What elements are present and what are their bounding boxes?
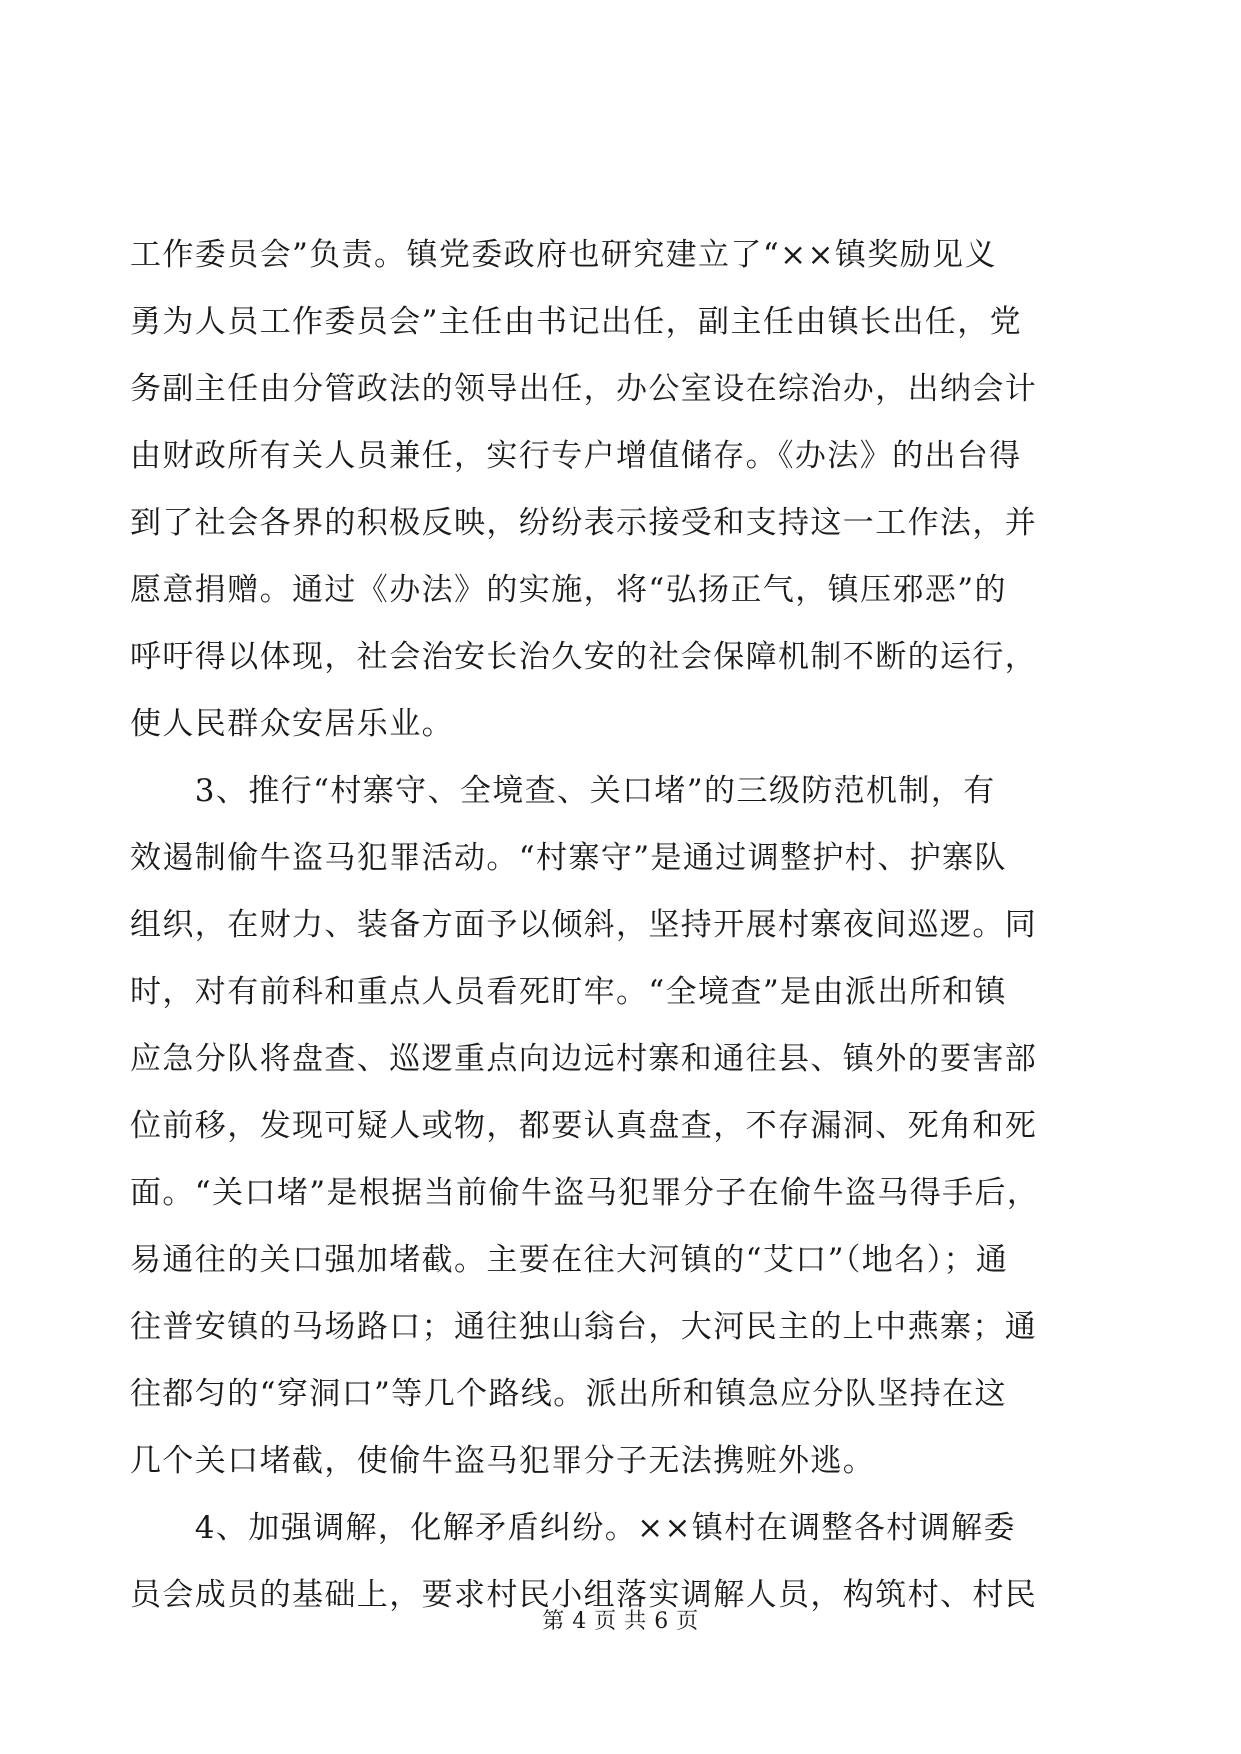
- text-line: 务副主任由分管政法的领导出任，办公室设在综治办，出纳会计: [130, 371, 1038, 407]
- text-line: 往普安镇的马场路口；通往独山翁台，大河民主的上中燕寨；通: [130, 1309, 1038, 1345]
- paragraph-4-first-line: 4、加强调解，化解矛盾纠纷。××镇村在调整各村调解委: [130, 1510, 1016, 1546]
- text-line: 时，对有前科和重点人员看死盯牢。“全境查”是由派出所和镇: [130, 974, 1007, 1010]
- text-line: 愿意捐赠。通过《办法》的实施，将“弘扬正气，镇压邪恶”的: [130, 572, 1007, 608]
- text-line: 效遏制偷牛盗马犯罪活动。“村寨守”是通过调整护村、护寨队: [130, 840, 1007, 876]
- text-line: 勇为人员工作委员会”主任由书记出任，副主任由镇长出任，党: [130, 304, 1023, 340]
- paragraph-3-first-line: 3、推行“村寨守、全境查、关口堵”的三级防范机制，有: [130, 773, 996, 809]
- text-line: 由财政所有关人员兼任，实行专户增值储存。《办法》的出台得: [130, 438, 1022, 474]
- text-line: 几个关口堵截，使偷牛盗马犯罪分子无法携赃外逃。: [130, 1443, 876, 1479]
- text-line: 使人民群众安居乐业。: [130, 706, 454, 742]
- text-line: 呼吁得以体现，社会治安长治久安的社会保障机制不断的运行，: [130, 639, 1038, 675]
- text-line: 到了社会各界的积极反映，纷纷表示接受和支持这一工作法，并: [130, 505, 1038, 541]
- text-line: 员会成员的基础上，要求村民小组落实调解人员，构筑村、村民: [130, 1577, 1038, 1613]
- text-line: 位前移，发现可疑人或物，都要认真盘查，不存漏洞、死角和死: [130, 1108, 1038, 1144]
- text-line: 组织，在财力、装备方面予以倾斜，坚持开展村寨夜间巡逻。同: [130, 907, 1038, 943]
- text-line: 易通往的关口强加堵截。主要在往大河镇的“艾口”（地名）；通: [130, 1242, 1009, 1278]
- text-line: 往都匀的“穿洞口”等几个路线。派出所和镇急应分队坚持在这: [130, 1376, 1007, 1412]
- document-body: [130, 222, 1100, 1629]
- text-line: 应急分队将盘查、巡逻重点向边远村寨和通往县、镇外的要害部: [130, 1041, 1038, 1077]
- page-number-footer: 第 4 页 共 6 页: [542, 1609, 699, 1634]
- text-line: 面。“关口堵”是根据当前偷牛盗马犯罪分子在偷牛盗马得手后，: [130, 1175, 1040, 1211]
- text-line: 工作委员会”负责。镇党委政府也研究建立了“××镇奖励见义: [130, 237, 997, 273]
